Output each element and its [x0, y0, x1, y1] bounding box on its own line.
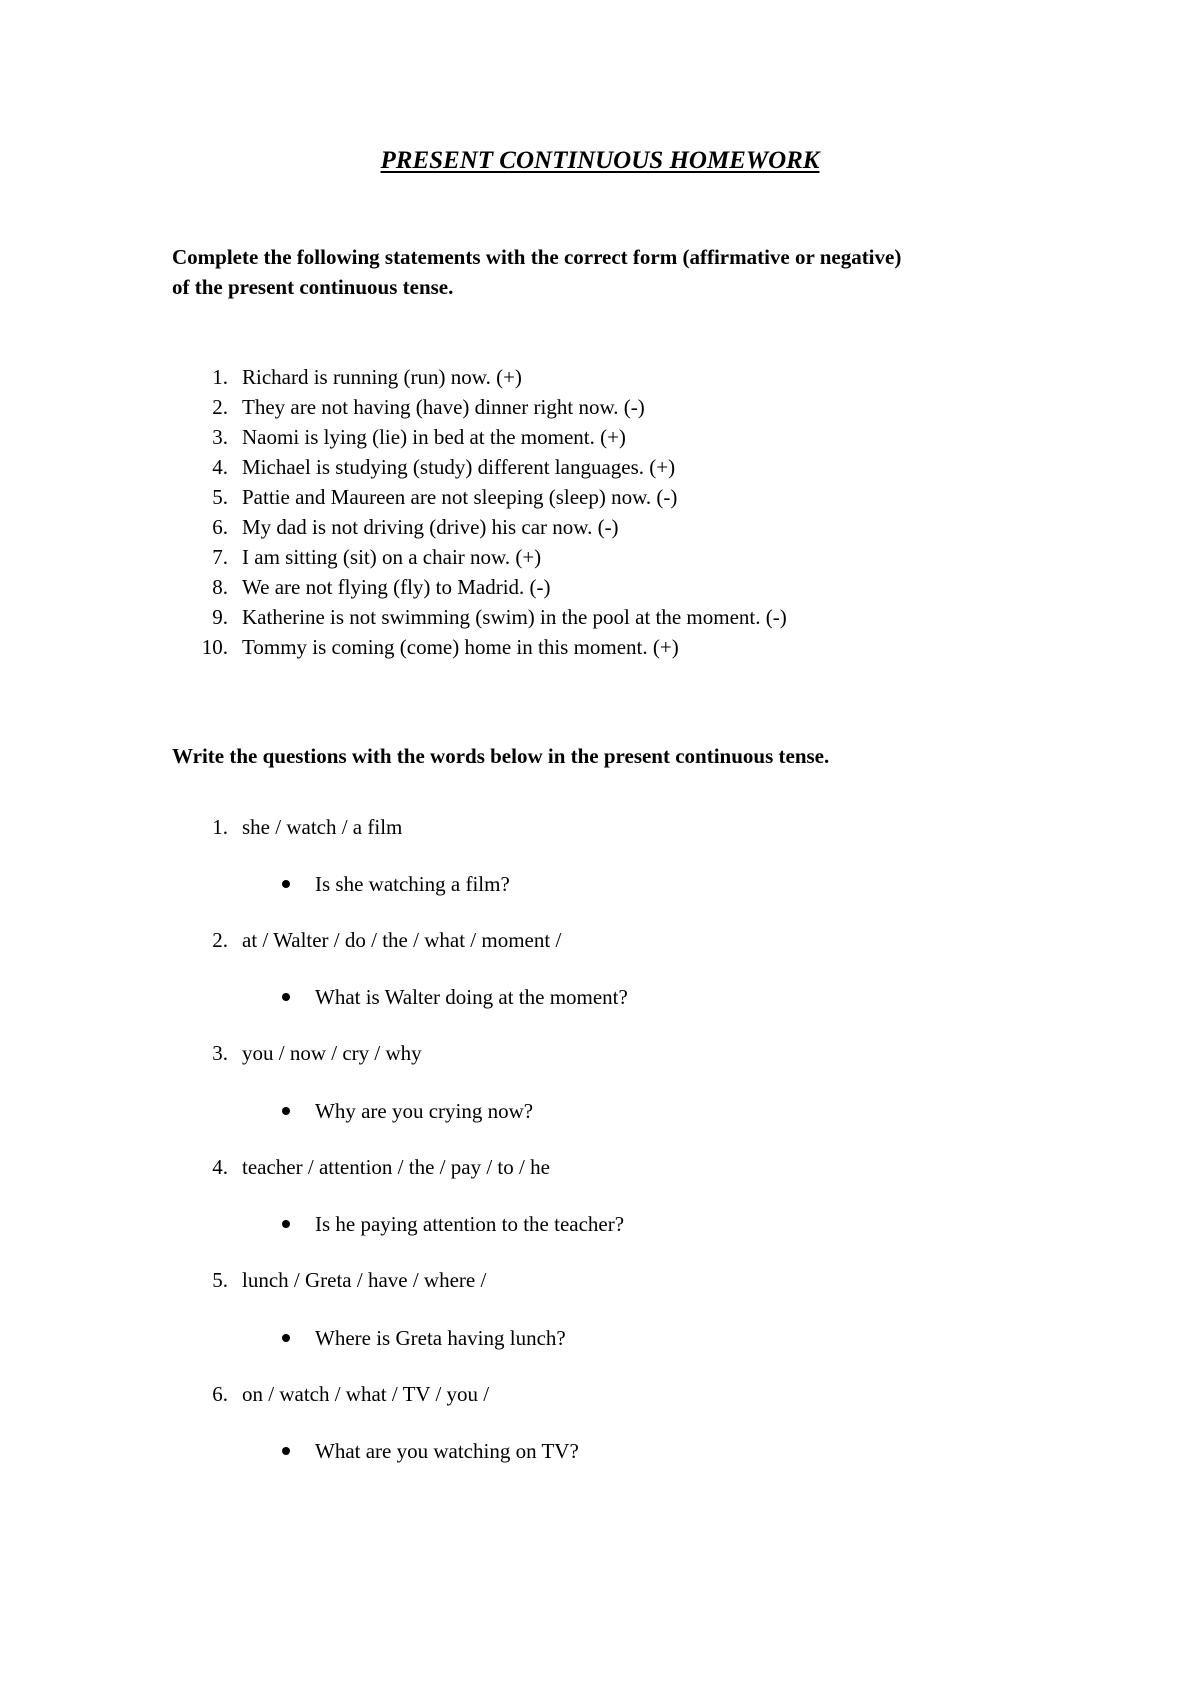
- bullet-icon: [282, 993, 290, 1001]
- question-number: 4.: [212, 1155, 228, 1179]
- section2-instruction: Write the questions with the words below in the present continuous tense.: [172, 744, 830, 768]
- answer-text: Is she watching a film?: [315, 872, 510, 896]
- statement-number: 7.: [212, 545, 228, 569]
- statement-number: 2.: [212, 395, 228, 419]
- statement-text: We are not flying (fly) to Madrid. (-): [242, 575, 551, 599]
- statement-number: 4.: [212, 455, 228, 479]
- question-words: at / Walter / do / the / what / moment /: [242, 928, 562, 952]
- question-words: lunch / Greta / have / where /: [242, 1268, 487, 1292]
- bullet-icon: [282, 880, 290, 888]
- statement-number: 9.: [212, 605, 228, 629]
- statement-number: 6.: [212, 515, 228, 539]
- statement-text: I am sitting (sit) on a chair now. (+): [242, 545, 542, 569]
- bullet-icon: [282, 1447, 290, 1455]
- question-number: 6.: [212, 1382, 228, 1406]
- statement-text: My dad is not driving (drive) his car now. (-): [242, 515, 619, 539]
- statement-text: Katherine is not swimming (swim) in the pool at the moment. (-): [242, 605, 787, 629]
- statement-number: 8.: [212, 575, 228, 599]
- question-words: teacher / attention / the / pay / to / he: [242, 1155, 550, 1179]
- bullet-icon: [282, 1334, 290, 1342]
- statement-text: Tommy is coming (come) home in this moment. (+): [242, 635, 679, 659]
- statement-text: Pattie and Maureen are not sleeping (sleep) now. (-): [242, 485, 678, 509]
- statement-text: Naomi is lying (lie) in bed at the moment. (+): [242, 425, 626, 449]
- question-words: you / now / cry / why: [242, 1041, 422, 1065]
- question-words: she / watch / a film: [242, 815, 403, 839]
- statement-text: They are not having (have) dinner right now. (-): [242, 395, 645, 419]
- statement-number: 10.: [201, 635, 228, 659]
- question-number: 3.: [212, 1041, 228, 1065]
- answer-text: Is he paying attention to the teacher?: [315, 1212, 625, 1236]
- bullet-icon: [282, 1220, 290, 1228]
- section1-instruction-line2: of the present continuous tense.: [172, 275, 454, 299]
- statement-number: 1.: [212, 365, 228, 389]
- question-number: 2.: [212, 928, 228, 952]
- statement-text: Richard is running (run) now. (+): [242, 365, 522, 389]
- statement-number: 3.: [212, 425, 228, 449]
- question-number: 1.: [212, 815, 228, 839]
- page-title: PRESENT CONTINUOUS HOMEWORK: [380, 147, 820, 174]
- answer-text: What is Walter doing at the moment?: [315, 985, 628, 1009]
- statement-number: 5.: [212, 485, 228, 509]
- answer-text: Why are you crying now?: [315, 1099, 534, 1123]
- question-words: on / watch / what / TV / you /: [242, 1382, 490, 1406]
- statement-text: Michael is studying (study) different languages. (+): [242, 455, 676, 479]
- answer-text: Where is Greta having lunch?: [315, 1326, 566, 1350]
- section1-instruction: [172, 242, 1052, 302]
- question-number: 5.: [212, 1268, 228, 1292]
- bullet-icon: [282, 1107, 290, 1115]
- answer-text: What are you watching on TV?: [315, 1439, 579, 1463]
- section1-instruction-line1: Complete the following statements with the correct form (affirmative or negative): [172, 245, 902, 269]
